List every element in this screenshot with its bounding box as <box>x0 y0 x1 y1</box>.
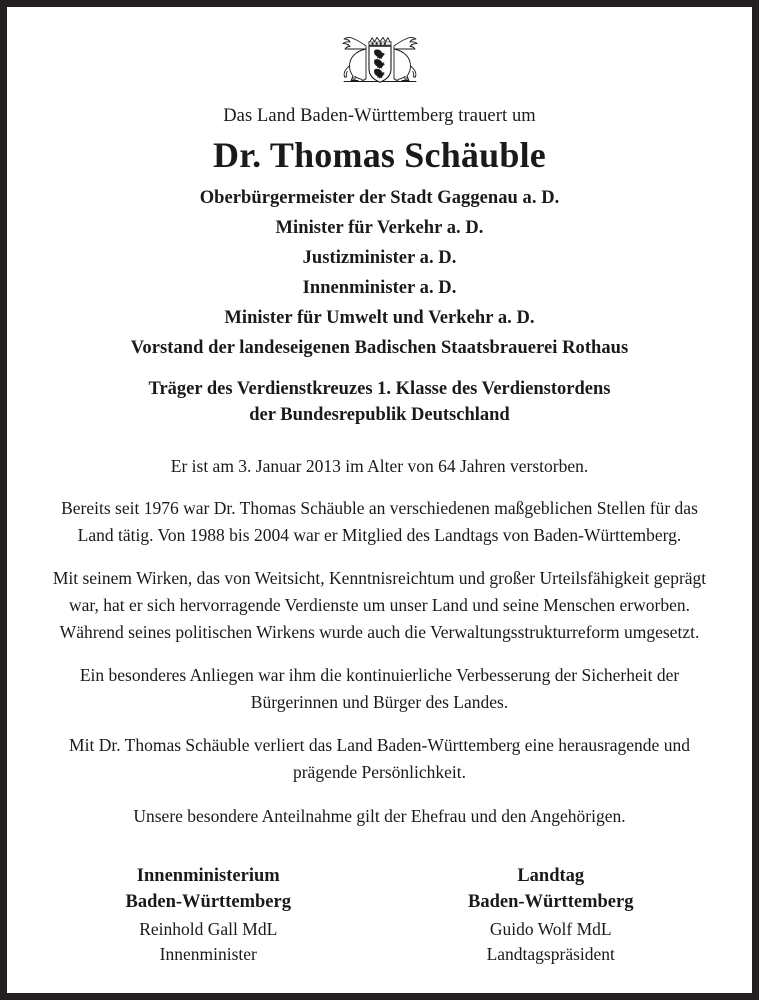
office-line: Minister für Umwelt und Verkehr a. D. <box>224 308 535 329</box>
signatory-org-line: Baden-Württemberg <box>125 892 291 913</box>
office-line: Vorstand der landeseigenen Badischen Staatsbrauerei Rothaus <box>130 338 629 359</box>
signatory-innenministerium <box>37 863 380 966</box>
tribute-paragraph: Mit seinem Wirken, das von Weitsicht, Kenntnisreichtum und großer Urteilsfähigkeit geprägt war, hat er sich hervorragende Verdienste um unser Land und seine Menschen erworben. Während seines politischen Wirkens wurde auch die Verwaltungsstrukturreform umgesetzt. <box>52 568 707 642</box>
signatory-person: Guido Wolf MdL <box>489 918 612 939</box>
signatories <box>37 863 722 966</box>
office-line: Minister für Verkehr a. D. <box>275 218 484 239</box>
coat-of-arms <box>37 33 722 89</box>
deceased-name: Dr. Thomas Schäuble <box>213 135 546 176</box>
tribute-paragraph: Bereits seit 1976 war Dr. Thomas Schäuble an verschiedenen maßgeblichen Stellen für das Land tätig. Von 1988 bis 2004 war er Mitglied des Landtags von Baden-Württemberg. <box>61 498 698 545</box>
signatory-person: Reinhold Gall MdL <box>139 918 278 939</box>
death-notice: Er ist am 3. Januar 2013 im Alter von 64 Jahren verstorben. <box>170 455 589 476</box>
honors-list <box>37 376 722 429</box>
baden-wuerttemberg-coat-of-arms-icon <box>336 33 424 89</box>
tribute-paragraph: Mit Dr. Thomas Schäuble verliert das Land Baden-Württemberg eine herausragende und prägende Persönlichkeit. <box>69 735 690 783</box>
signatory-landtag <box>380 863 723 966</box>
tribute-paragraph: Ein besonderes Anliegen war ihm die kontinuierliche Verbesserung der Sicherheit der Bürgerinnen und Bürger des Landes. <box>79 665 680 712</box>
honor-line: der Bundesrepublik Deutschland <box>249 405 510 426</box>
honor-line: Träger des Verdienstkreuzes 1. Klasse des Verdienstordens <box>148 379 611 400</box>
signatory-org-line: Landtag <box>517 866 585 887</box>
office-line: Innenminister a. D. <box>302 278 457 299</box>
signatory-org-line: Innenministerium <box>136 866 280 887</box>
signatory-role: Landtagspräsident <box>486 943 615 964</box>
obituary-content <box>7 7 752 993</box>
signatory-role: Innenminister <box>159 943 257 964</box>
office-line: Oberbürgermeister der Stadt Gaggenau a. D. <box>199 188 560 209</box>
condolence-paragraph: Unsere besondere Anteilnahme gilt der Ehefrau und den Angehörigen. <box>133 805 626 826</box>
three-lions <box>374 49 385 78</box>
office-line: Justizminister a. D. <box>302 248 457 269</box>
shield-shape <box>369 46 391 82</box>
mourning-lede: Das Land Baden-Württemberg trauert um <box>223 106 536 126</box>
offices-list <box>37 184 722 364</box>
signatory-org-line: Baden-Württemberg <box>468 892 634 913</box>
crown-shape <box>369 37 391 45</box>
